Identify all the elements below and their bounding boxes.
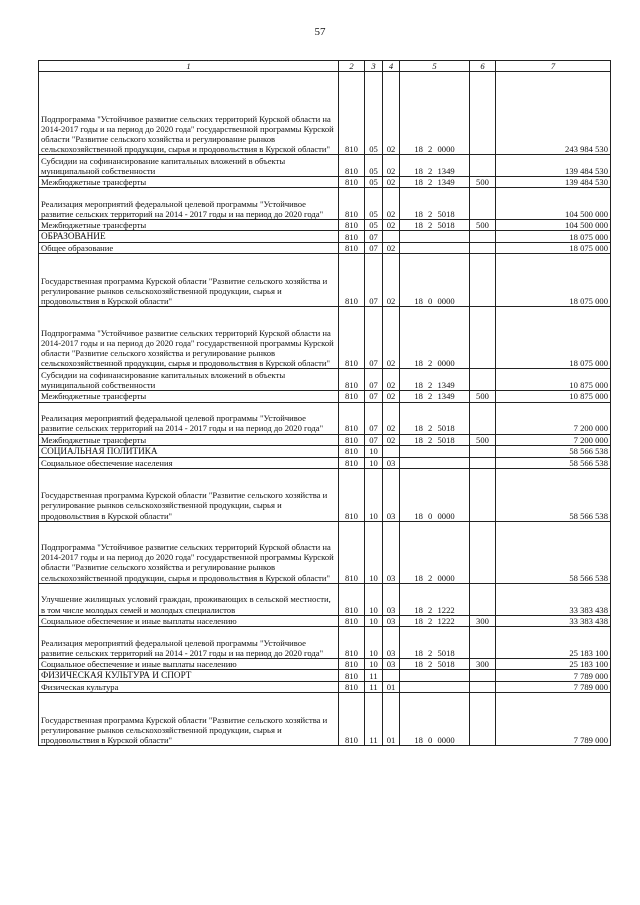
subsection-code: [383, 231, 400, 243]
target-article-code: [400, 231, 470, 243]
target-article-code: 18 2 0000: [400, 521, 470, 583]
item-name: Социальное обеспечение населения: [39, 457, 339, 468]
subsection-code: 02: [383, 220, 400, 231]
table-row: [39, 521, 611, 583]
item-name: Межбюджетные трансферты: [39, 177, 339, 188]
item-name: Государственная программа Курской области "Развитие сельского хозяйства и регулирование рынков сельскохозяйственной продукции, сырья и продовольствия в Курской области": [39, 692, 339, 745]
ministry-code: 810: [339, 220, 365, 231]
subsection-code: 01: [383, 681, 400, 692]
amount: 58 566 538: [496, 521, 611, 583]
amount: 33 383 438: [496, 615, 611, 626]
ministry-code: 810: [339, 243, 365, 254]
amount: 7 200 000: [496, 402, 611, 434]
item-name: ФИЗИЧЕСКАЯ КУЛЬТУРА И СПОРТ: [39, 669, 339, 681]
column-header: 4: [383, 61, 400, 72]
section-code: 10: [365, 583, 383, 615]
amount: 18 075 000: [496, 307, 611, 369]
target-article-code: [400, 457, 470, 468]
amount: 25 183 100: [496, 658, 611, 669]
expense-type-code: [470, 188, 496, 220]
item-name: Межбюджетные трансферты: [39, 220, 339, 231]
section-code: 10: [365, 521, 383, 583]
expense-type-code: 500: [470, 391, 496, 402]
table-row: [39, 669, 611, 681]
ministry-code: 810: [339, 583, 365, 615]
subsection-code: 02: [383, 391, 400, 402]
section-code: 07: [365, 254, 383, 307]
ministry-code: 810: [339, 692, 365, 745]
amount: 10 875 000: [496, 391, 611, 402]
target-article-code: 18 0 0000: [400, 468, 470, 521]
table-row: [39, 220, 611, 231]
subsection-code: 03: [383, 521, 400, 583]
item-name: Подпрограмма "Устойчивое развитие сельских территорий Курской области на 2014-2017 годы и на период до 2020 года" государственной программы Курской области "Развитие сельского хозяйства и регулирование рынков сельскохозяйственной продукции, сырья и продовольствия в Курской области": [39, 521, 339, 583]
subsection-code: 02: [383, 254, 400, 307]
budget-table: [38, 60, 611, 746]
ministry-code: 810: [339, 658, 365, 669]
section-code: 11: [365, 669, 383, 681]
section-code: 05: [365, 72, 383, 155]
expense-type-code: [470, 155, 496, 177]
ministry-code: 810: [339, 188, 365, 220]
table-row: [39, 468, 611, 521]
item-name: Субсидии на софинансирование капитальных вложений в объекты муниципальной собственности: [39, 369, 339, 391]
column-header: 5: [400, 61, 470, 72]
subsection-code: 03: [383, 457, 400, 468]
table-row: [39, 583, 611, 615]
ministry-code: 810: [339, 402, 365, 434]
target-article-code: 18 2 5018: [400, 220, 470, 231]
ministry-code: 810: [339, 307, 365, 369]
expense-type-code: [470, 669, 496, 681]
ministry-code: 810: [339, 615, 365, 626]
amount: 7 789 000: [496, 669, 611, 681]
target-article-code: 18 2 1222: [400, 615, 470, 626]
amount: 58 566 538: [496, 468, 611, 521]
subsection-code: 03: [383, 658, 400, 669]
table-row: [39, 626, 611, 658]
target-article-code: 18 2 5018: [400, 434, 470, 445]
item-name: Подпрограмма "Устойчивое развитие сельских территорий Курской области на 2014-2017 годы и на период до 2020 года" государственной программы Курской области "Развитие сельского хозяйства и регулирование рынков сельскохозяйственной продукции, сырья и продовольствия в Курской области": [39, 307, 339, 369]
expense-type-code: [470, 692, 496, 745]
section-code: 05: [365, 177, 383, 188]
table-row: [39, 457, 611, 468]
table-row: [39, 188, 611, 220]
subsection-code: 02: [383, 243, 400, 254]
ministry-code: 810: [339, 254, 365, 307]
expense-type-code: 300: [470, 658, 496, 669]
subsection-code: 02: [383, 434, 400, 445]
section-code: 10: [365, 615, 383, 626]
expense-type-code: [470, 231, 496, 243]
ministry-code: 810: [339, 155, 365, 177]
section-code: 10: [365, 626, 383, 658]
target-article-code: 18 2 5018: [400, 626, 470, 658]
expense-type-code: [470, 681, 496, 692]
item-name: Физическая культура: [39, 681, 339, 692]
section-code: 05: [365, 188, 383, 220]
item-name: Реализация мероприятий федеральной целевой программы "Устойчивое развитие сельских территорий на 2014 - 2017 годы и на период до 2020 года": [39, 188, 339, 220]
table-row: [39, 254, 611, 307]
amount: 104 500 000: [496, 188, 611, 220]
amount: 18 075 000: [496, 254, 611, 307]
expense-type-code: [470, 521, 496, 583]
ministry-code: 810: [339, 391, 365, 402]
amount: 58 566 538: [496, 445, 611, 457]
ministry-code: 810: [339, 445, 365, 457]
expense-type-code: [470, 402, 496, 434]
item-name: Реализация мероприятий федеральной целевой программы "Устойчивое развитие сельских территорий на 2014 - 2017 годы и на период до 2020 года": [39, 402, 339, 434]
expense-type-code: [470, 307, 496, 369]
expense-type-code: 300: [470, 615, 496, 626]
table-row: [39, 402, 611, 434]
section-code: 10: [365, 658, 383, 669]
subsection-code: [383, 445, 400, 457]
item-name: Общее образование: [39, 243, 339, 254]
expense-type-code: [470, 72, 496, 155]
target-article-code: [400, 243, 470, 254]
section-code: 05: [365, 220, 383, 231]
item-name: Государственная программа Курской области "Развитие сельского хозяйства и регулирование рынков сельскохозяйственной продукции, сырья и продовольствия в Курской области": [39, 468, 339, 521]
ministry-code: 810: [339, 521, 365, 583]
column-number-row: [39, 61, 611, 72]
section-code: 07: [365, 307, 383, 369]
amount: 139 484 530: [496, 155, 611, 177]
expense-type-code: [470, 369, 496, 391]
expense-type-code: [470, 626, 496, 658]
section-code: 10: [365, 445, 383, 457]
target-article-code: 18 2 1349: [400, 391, 470, 402]
subsection-code: 02: [383, 307, 400, 369]
table-row: [39, 658, 611, 669]
expense-type-code: [470, 445, 496, 457]
amount: 18 075 000: [496, 243, 611, 254]
section-code: 05: [365, 155, 383, 177]
amount: 25 183 100: [496, 626, 611, 658]
section-code: 07: [365, 369, 383, 391]
ministry-code: 810: [339, 468, 365, 521]
table-row: [39, 155, 611, 177]
table-row: [39, 615, 611, 626]
target-article-code: 18 2 0000: [400, 72, 470, 155]
section-code: 07: [365, 402, 383, 434]
target-article-code: 18 2 5018: [400, 658, 470, 669]
section-code: 11: [365, 681, 383, 692]
expense-type-code: 500: [470, 434, 496, 445]
subsection-code: 03: [383, 583, 400, 615]
item-name: Социальное обеспечение и иные выплаты населению: [39, 658, 339, 669]
target-article-code: 18 0 0000: [400, 692, 470, 745]
table-row: [39, 391, 611, 402]
table-row: [39, 692, 611, 745]
target-article-code: 18 2 1349: [400, 369, 470, 391]
ministry-code: 810: [339, 457, 365, 468]
ministry-code: 810: [339, 231, 365, 243]
expense-type-code: 500: [470, 177, 496, 188]
amount: 33 383 438: [496, 583, 611, 615]
table-row: [39, 231, 611, 243]
table-row: [39, 72, 611, 155]
item-name: Межбюджетные трансферты: [39, 391, 339, 402]
ministry-code: 810: [339, 626, 365, 658]
expense-type-code: [470, 243, 496, 254]
section-code: 11: [365, 692, 383, 745]
amount: 104 500 000: [496, 220, 611, 231]
item-name: Межбюджетные трансферты: [39, 434, 339, 445]
subsection-code: 01: [383, 692, 400, 745]
table-row: [39, 307, 611, 369]
target-article-code: 18 0 0000: [400, 254, 470, 307]
amount: 243 984 530: [496, 72, 611, 155]
item-name: Подпрограмма "Устойчивое развитие сельских территорий Курской области на 2014-2017 годы и на период до 2020 года" государственной программы Курской области "Развитие сельского хозяйства и регулирование рынков сельскохозяйственной продукции, сырья и продовольствия в Курской области": [39, 72, 339, 155]
expense-type-code: [470, 457, 496, 468]
ministry-code: 810: [339, 177, 365, 188]
page-number: 57: [314, 26, 326, 38]
column-header: 6: [470, 61, 496, 72]
table-row: [39, 369, 611, 391]
item-name: СОЦИАЛЬНАЯ ПОЛИТИКА: [39, 445, 339, 457]
item-name: Социальное обеспечение и иные выплаты населению: [39, 615, 339, 626]
item-name: ОБРАЗОВАНИЕ: [39, 231, 339, 243]
section-code: 07: [365, 434, 383, 445]
target-article-code: 18 2 5018: [400, 402, 470, 434]
amount: 7 200 000: [496, 434, 611, 445]
target-article-code: 18 2 0000: [400, 307, 470, 369]
target-article-code: 18 2 1349: [400, 177, 470, 188]
table-row: [39, 681, 611, 692]
item-name: Государственная программа Курской области "Развитие сельского хозяйства и регулирование рынков сельскохозяйственной продукции, сырья и продовольствия в Курской области": [39, 254, 339, 307]
column-header: 1: [39, 61, 339, 72]
amount: 139 484 530: [496, 177, 611, 188]
subsection-code: 03: [383, 626, 400, 658]
column-header: 3: [365, 61, 383, 72]
ministry-code: 810: [339, 681, 365, 692]
table-row: [39, 434, 611, 445]
subsection-code: [383, 669, 400, 681]
target-article-code: [400, 681, 470, 692]
amount: 10 875 000: [496, 369, 611, 391]
section-code: 10: [365, 468, 383, 521]
ministry-code: 810: [339, 72, 365, 155]
target-article-code: 18 2 1349: [400, 155, 470, 177]
table-row: [39, 445, 611, 457]
subsection-code: 03: [383, 615, 400, 626]
expense-type-code: 500: [470, 220, 496, 231]
section-code: 07: [365, 231, 383, 243]
subsection-code: 03: [383, 468, 400, 521]
amount: 7 789 000: [496, 681, 611, 692]
amount: 18 075 000: [496, 231, 611, 243]
section-code: 07: [365, 243, 383, 254]
target-article-code: [400, 445, 470, 457]
column-header: 7: [496, 61, 611, 72]
subsection-code: 02: [383, 155, 400, 177]
item-name: Субсидии на софинансирование капитальных вложений в объекты муниципальной собственности: [39, 155, 339, 177]
amount: 7 789 000: [496, 692, 611, 745]
subsection-code: 02: [383, 177, 400, 188]
amount: 58 566 538: [496, 457, 611, 468]
ministry-code: 810: [339, 669, 365, 681]
expense-type-code: [470, 254, 496, 307]
target-article-code: 18 2 1222: [400, 583, 470, 615]
item-name: Реализация мероприятий федеральной целевой программы "Устойчивое развитие сельских территорий на 2014 - 2017 годы и на период до 2020 года": [39, 626, 339, 658]
ministry-code: 810: [339, 434, 365, 445]
expense-type-code: [470, 583, 496, 615]
subsection-code: 02: [383, 188, 400, 220]
expense-type-code: [470, 468, 496, 521]
target-article-code: [400, 669, 470, 681]
target-article-code: 18 2 5018: [400, 188, 470, 220]
section-code: 07: [365, 391, 383, 402]
table-row: [39, 177, 611, 188]
item-name: Улучшение жилищных условий граждан, проживающих в сельской местности, в том числе молодых семей и молодых специалистов: [39, 583, 339, 615]
column-header: 2: [339, 61, 365, 72]
subsection-code: 02: [383, 369, 400, 391]
table-row: [39, 243, 611, 254]
ministry-code: 810: [339, 369, 365, 391]
subsection-code: 02: [383, 72, 400, 155]
section-code: 10: [365, 457, 383, 468]
subsection-code: 02: [383, 402, 400, 434]
